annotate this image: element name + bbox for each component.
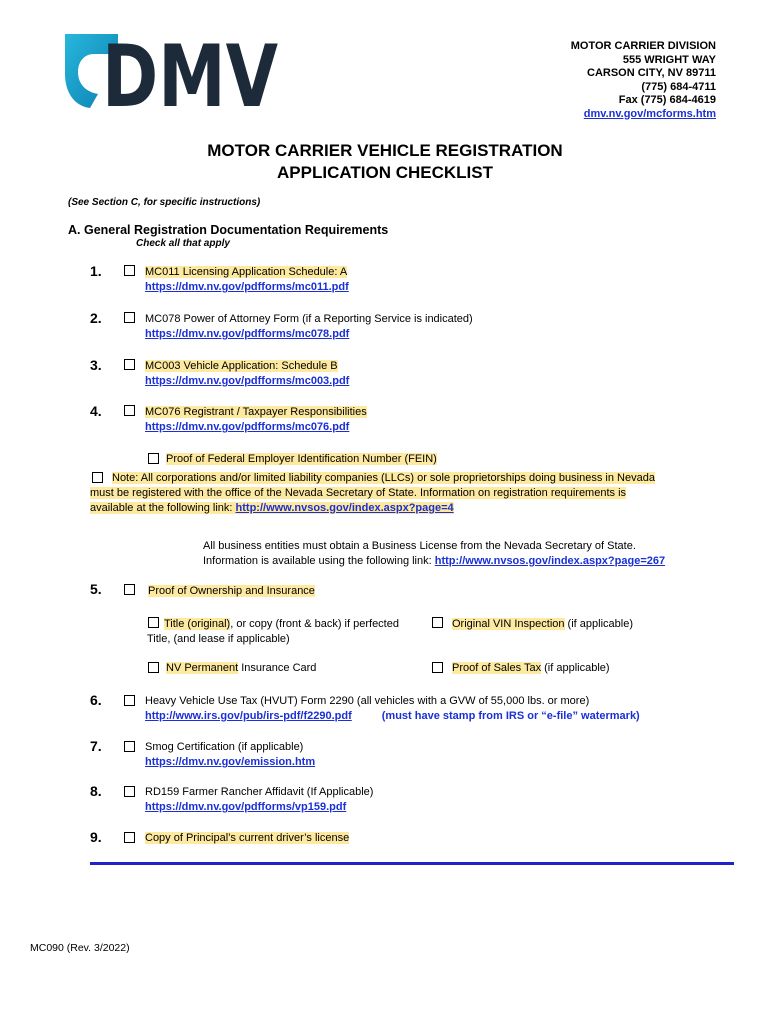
section-a-subheading: Check all that apply	[136, 238, 230, 249]
item-2-text: MC078 Power of Attorney Form (if a Reporting Service is indicated)	[145, 313, 473, 325]
biz-line-1: All business entities must obtain a Business License from the Nevada Secretary of State.	[203, 540, 636, 552]
instructions-note: (See Section C, for specific instructions)	[68, 197, 261, 208]
nevada-registration-note	[90, 471, 690, 516]
item-1-link[interactable]: https://dmv.nv.gov/pdfforms/mc011.pdf	[145, 281, 349, 293]
document-title	[0, 140, 770, 184]
checkbox-item-8[interactable]	[124, 786, 135, 797]
dmv-logo	[62, 27, 280, 127]
item-6-link[interactable]: http://www.irs.gov/pub/irs-pdf/f2290.pdf	[145, 710, 352, 722]
checkbox-item-3[interactable]	[124, 359, 135, 370]
item-number-7: 7.	[90, 738, 102, 754]
title-line-2-text: Title, (and lease if applicable)	[147, 633, 290, 645]
svg-text:DMV: DMV	[102, 27, 279, 127]
item-4-link[interactable]: https://dmv.nv.gov/pdfforms/mc076.pdf	[145, 421, 350, 433]
note-line-3: available at the following link:	[90, 502, 236, 514]
item-number-3: 3.	[90, 357, 102, 373]
item-5-text: Proof of Ownership and Insurance	[148, 585, 315, 597]
checkbox-item-6[interactable]	[124, 695, 135, 706]
item-3-text: MC003 Vehicle Application: Schedule B	[145, 360, 338, 372]
item-number-2: 2.	[90, 310, 102, 326]
checkbox-sales-tax[interactable]	[432, 662, 443, 673]
checkbox-item-5[interactable]	[124, 584, 135, 595]
address-block	[571, 40, 716, 121]
checkbox-fein[interactable]	[148, 453, 159, 464]
item-number-8: 8.	[90, 783, 102, 799]
city-state-zip: CARSON CITY, NV 89711	[587, 67, 716, 79]
business-license-info	[203, 539, 665, 569]
checkbox-vin[interactable]	[432, 617, 443, 628]
street-address: 555 WRIGHT WAY	[622, 53, 716, 66]
sales-hl: Proof of Sales Tax	[452, 662, 542, 674]
section-a-heading: A. General Registration Documentation Requirements	[68, 223, 389, 237]
item-6-text: Heavy Vehicle Use Tax (HVUT) Form 2290 (all vehicles with a GVW of 55,000 lbs. or more)	[145, 695, 590, 707]
checkbox-item-7[interactable]	[124, 741, 135, 752]
item-7-link[interactable]: https://dmv.nv.gov/emission.htm	[145, 756, 316, 768]
item-number-4: 4.	[90, 403, 102, 419]
form-revision-footer: MC090 (Rev. 3/2022)	[30, 942, 130, 954]
checkbox-item-4[interactable]	[124, 405, 135, 416]
fax-number: Fax (775) 684-4619	[618, 94, 716, 106]
insurance-rest: Insurance Card	[238, 662, 317, 674]
sales-rest: (if applicable)	[541, 662, 610, 674]
nvsos-business-link[interactable]: http://www.nvsos.gov/index.aspx?page=267	[434, 555, 666, 567]
title-line-2: APPLICATION CHECKLIST	[277, 163, 493, 182]
checkbox-item-9[interactable]	[124, 832, 135, 843]
note-line-1: Note: All corporations and/or limited liability companies (LLCs) or sole proprietorships doing business in Nevada	[112, 472, 655, 484]
phone-number: (775) 684-4711	[641, 80, 716, 93]
note-line-2: must be registered with the office of the Nevada Secretary of State. Information on registration requirements is	[90, 487, 627, 499]
item-4-text: MC076 Registrant / Taxpayer Responsibilities	[145, 406, 367, 418]
item-number-5: 5.	[90, 581, 102, 597]
vin-hl: Original VIN Inspection	[452, 618, 565, 630]
item-8-link[interactable]: https://dmv.nv.gov/pdfforms/vp159.pdf	[145, 801, 347, 813]
forms-link[interactable]: dmv.nv.gov/mcforms.htm	[583, 107, 716, 120]
checkbox-item-2[interactable]	[124, 312, 135, 323]
title-option	[147, 617, 417, 647]
title-rest: , or copy (front & back) if perfected	[230, 618, 399, 630]
item-number-6: 6.	[90, 692, 102, 708]
item-9-text: Copy of Principal’s current driver’s license	[145, 832, 350, 844]
item-number-9: 9.	[90, 829, 102, 845]
item-2-link[interactable]: https://dmv.nv.gov/pdfforms/mc078.pdf	[145, 328, 350, 340]
biz-line-2: Information is available using the following link:	[203, 555, 435, 567]
checkbox-item-1[interactable]	[124, 265, 135, 276]
item-3-link[interactable]: https://dmv.nv.gov/pdfforms/mc003.pdf	[145, 375, 350, 387]
vin-rest: (if applicable)	[564, 618, 633, 630]
insurance-hl: NV Permanent	[166, 662, 239, 674]
title-line-1: MOTOR CARRIER VEHICLE REGISTRATION	[207, 141, 563, 160]
item-1-text: MC011 Licensing Application Schedule: A	[145, 266, 348, 278]
nvsos-registration-link[interactable]: http://www.nvsos.gov/index.aspx?page=4	[235, 502, 454, 514]
item-6-extra: (must have stamp from IRS or “e-file” watermark)	[381, 710, 640, 722]
title-hl: Title (original)	[164, 618, 231, 630]
item-7-text: Smog Certification (if applicable)	[145, 741, 304, 753]
fein-text: Proof of Federal Employer Identification Number (FEIN)	[166, 453, 437, 465]
divider-rule	[90, 862, 734, 865]
item-number-1: 1.	[90, 263, 102, 279]
checkbox-insurance[interactable]	[148, 662, 159, 673]
item-8-text: RD159 Farmer Rancher Affidavit (If Applicable)	[145, 786, 374, 798]
division-name: MOTOR CARRIER DIVISION	[570, 40, 716, 52]
